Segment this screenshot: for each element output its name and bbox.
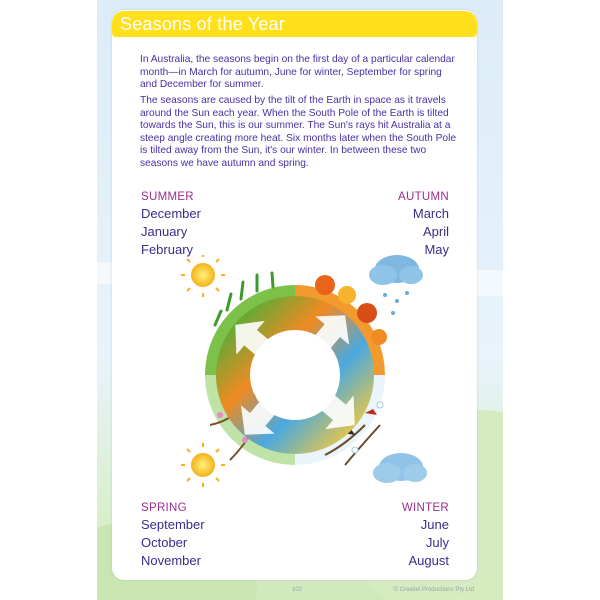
explanation-paragraph: The seasons are caused by the tilt of the Earth in space as it travels around the Sun each year. When the South Pole of the Earth is tilted towards the Sun, this is our summer. The Sun's rays hit Australia at a steep angle creating more heat. Six months later when the South Pole is tilted away from the Sun, it's our winter. In between these two seasons we have autumn and spring.	[140, 95, 457, 169]
intro-paragraph: In Australia, the seasons begin on the first day of a particular calendar month—in March for autumn, June for winter, September for spring and December for summer.	[140, 54, 455, 91]
autumn-month: May	[424, 242, 449, 257]
spring-heading: SPRING	[141, 502, 187, 514]
winter-month: July	[425, 535, 449, 550]
page-title: Seasons of the Year	[120, 14, 285, 34]
summer-month: February	[141, 242, 194, 257]
summer-heading: SUMMER	[141, 191, 194, 203]
spring-month: September	[141, 517, 205, 532]
autumn-heading: AUTUMN	[398, 191, 449, 203]
page-number: 102	[292, 587, 303, 593]
spring-month: November	[141, 553, 201, 568]
summer-month: December	[141, 206, 201, 221]
rain-cloud-icon	[369, 255, 423, 315]
summer-month: January	[141, 224, 188, 239]
sun-icon	[181, 255, 225, 297]
winter-month: June	[420, 517, 449, 532]
autumn-month: March	[412, 206, 449, 221]
copyright-notice: © Creatiel Productions Pty Ltd	[393, 587, 474, 593]
sun-icon	[181, 443, 225, 487]
winter-heading: WINTER	[401, 502, 449, 514]
ring-center	[263, 343, 327, 407]
cloud-icon	[373, 453, 427, 483]
autumn-month: April	[422, 224, 449, 239]
winter-month: August	[408, 553, 449, 568]
seasons-wheel-illustration	[175, 255, 455, 495]
spring-month: October	[141, 535, 188, 550]
